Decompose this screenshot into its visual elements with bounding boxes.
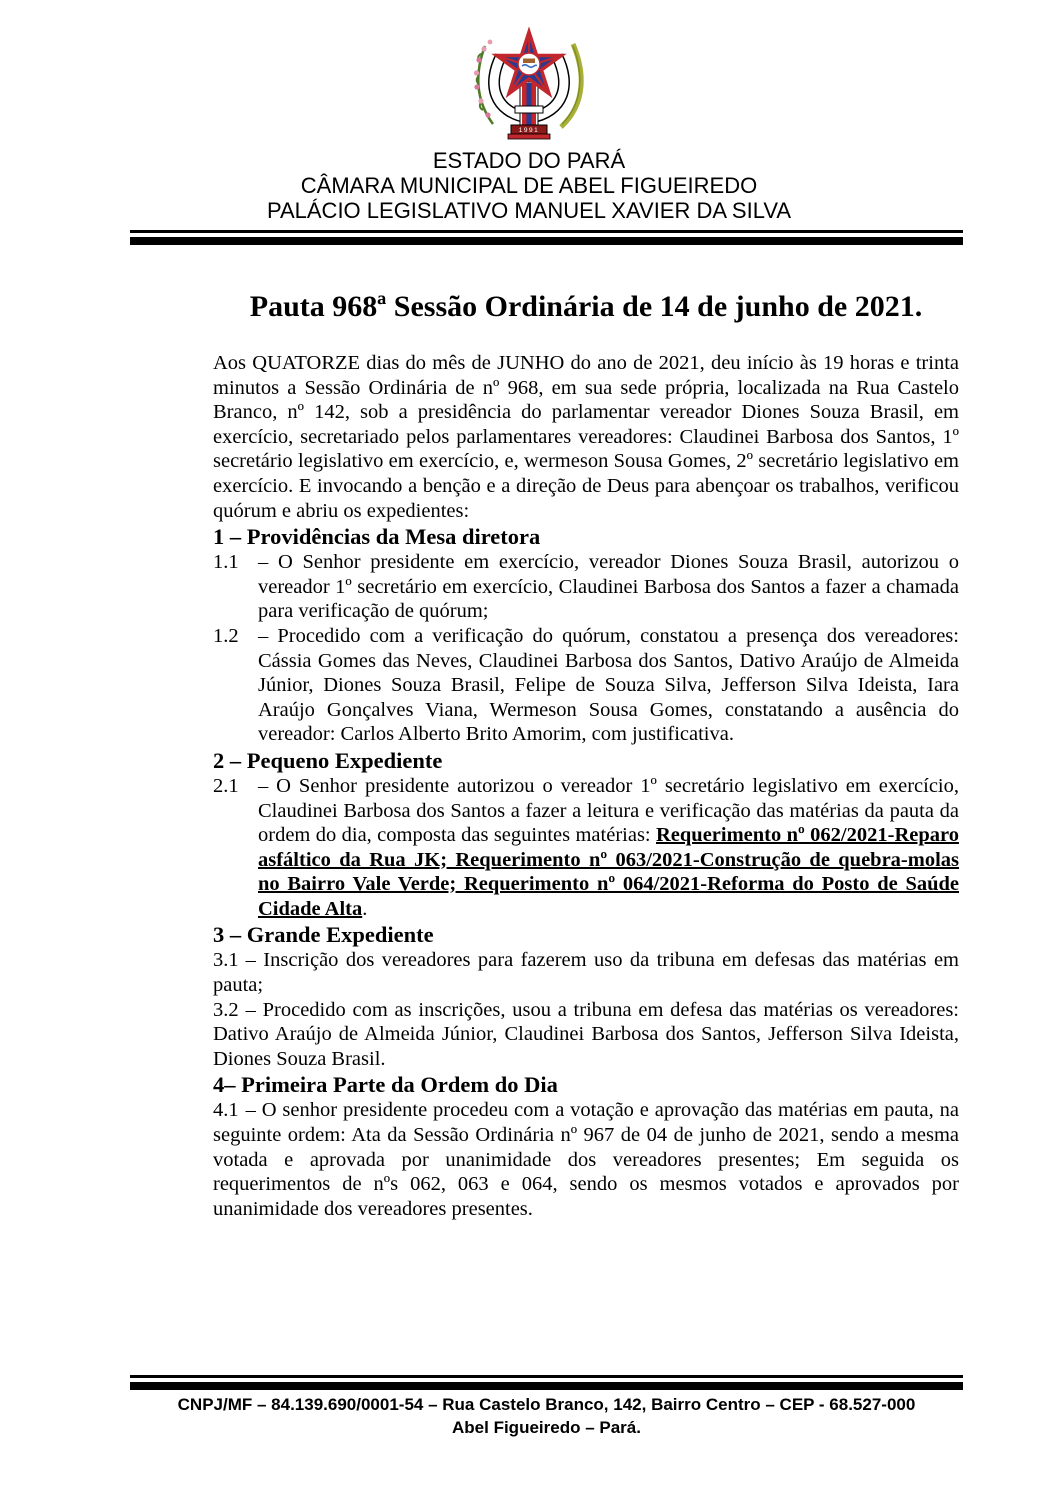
item-text-emphasis: Requerimento nº 062/2021-Reparo asfáltico da Rua JK; Requerimento nº 063/2021-Construção de quebra-molas no Bairro Vale Verde; Requerimento nº 064/2021-Reforma do Posto de Saúde Cidade Alta <box>258 824 959 920</box>
crest-year: 1991 <box>518 127 540 135</box>
divider-thick-line <box>130 1382 963 1390</box>
item-text: – Procedido com as inscrições, usou a tribuna em defesa das matérias os vereadores: Dativo Araújo de Almeida Júnior, Claudinei Barbosa dos Santos, Jefferson Silva Ideista, Diones Souza Brasil. <box>213 998 959 1070</box>
item-text: – O senhor presidente procedeu com a votação e aprovação das matérias em pauta, na seguinte ordem: Ata da Sessão Ordinária nº 967 de 04 de junho de 2021, sendo a mesma votada e aprovada por unanimidade dos vereadores presentes; Em seguida os requerimentos de nºs 062, 063 e 064, sendo os mesmos votados e aprovados por unanimidade dos vereadores presentes. <box>213 1099 959 1220</box>
section-heading-3: 3 – Grande Expediente <box>213 922 434 948</box>
page-title: Pauta 968ª Sessão Ordinária de 14 de junho de 2021. <box>249 290 923 323</box>
footer-address <box>130 1393 963 1439</box>
list-item-4-1 <box>213 1098 959 1221</box>
item-text <box>258 774 959 922</box>
item-number: 3.1 <box>213 949 239 972</box>
palace-name: PALÁCIO LEGISLATIVO MANUEL XAVIER DA SILVA <box>266 198 792 223</box>
state-name: ESTADO DO PARÁ <box>432 148 626 173</box>
header-divider <box>130 230 963 245</box>
section-heading-4: 4– Primeira Parte da Ordem do Dia <box>213 1072 558 1098</box>
list-item-3-1 <box>213 948 959 997</box>
item-number: 2.1 <box>213 774 239 797</box>
item-text-normal: . <box>362 897 368 920</box>
section-heading-1: 1 – Providências da Mesa diretora <box>213 524 541 550</box>
item-number: 4.1 <box>213 1099 239 1122</box>
list-item-2-1 <box>213 774 959 922</box>
item-text: – Procedido com a verificação do quórum, constatou a presença dos vereadores: Cássia Gomes das Neves, Claudinei Barbosa dos Santos, Dativo Araújo de Almeida Júnior, Diones Souza Brasil, Felipe de Souza Silva, Jefferson Silva Ideista, Iara Araújo Gonçalves Viana, Wermeson Sousa Gomes, constatando a ausência do vereador: Carlos Alberto Brito Amorim, com justificativa. <box>258 624 959 746</box>
coat-of-arms-icon <box>449 24 609 146</box>
item-text: – Inscrição dos vereadores para fazerem uso da tribuna em defesas das matérias em pauta; <box>213 949 959 997</box>
document-body <box>213 290 959 1221</box>
list-item-3-2 <box>213 998 959 1072</box>
item-text: – O Senhor presidente em exercício, vereador Diones Souza Brasil, autorizou o vereador 1º secretário em exercício, Claudinei Barbosa dos Santos a fazer a chamada para verificação de quórum; <box>258 551 959 623</box>
divider-thick-line <box>130 237 963 245</box>
footer-line-1: CNPJ/MF – 84.139.690/0001-54 – Rua Castelo Branco, 142, Bairro Centro – CEP - 68.527-000 <box>177 1395 916 1414</box>
list-item-1-2 <box>213 624 959 747</box>
intro-paragraph: Aos QUATORZE dias do mês de JUNHO do ano de 2021, deu início às 19 horas e trinta minutos a Sessão Ordinária de nº 968, em sua sede própria, localizada na Rua Castelo Branco, nº 142, sob a presidência do parlamentar vereador Diones Souza Brasil, em exercício, secretariado pelos parlamentares vereadores: Claudinei Barbosa dos Santos, 1º secretário legislativo em exercício, e, wermeson Sousa Gomes, 2º secretário legislativo em exercício. E invocando a benção e a direção de Deus para abençoar os trabalhos, verificou quórum e abriu os expedientes: <box>213 352 959 522</box>
item-number: 1.1 <box>213 551 239 574</box>
letterhead <box>0 0 1058 223</box>
chamber-name: CÂMARA MUNICIPAL DE ABEL FIGUEIREDO <box>300 173 758 198</box>
footer-divider <box>130 1375 963 1390</box>
item-number: 3.2 <box>213 998 239 1021</box>
section-heading-2: 2 – Pequeno Expediente <box>213 747 443 773</box>
list-item-1-1 <box>213 550 959 624</box>
item-text-normal: – O Senhor presidente autorizou o vereador 1º secretário legislativo em exercício, Claudinei Barbosa dos Santos a fazer a leitura e verificação das matérias da pauta da ordem do dia, composta das seguintes matérias: <box>258 774 959 847</box>
item-number: 1.2 <box>213 624 239 647</box>
page-footer <box>130 1375 963 1439</box>
footer-line-2: Abel Figueiredo – Pará. <box>452 1418 641 1437</box>
